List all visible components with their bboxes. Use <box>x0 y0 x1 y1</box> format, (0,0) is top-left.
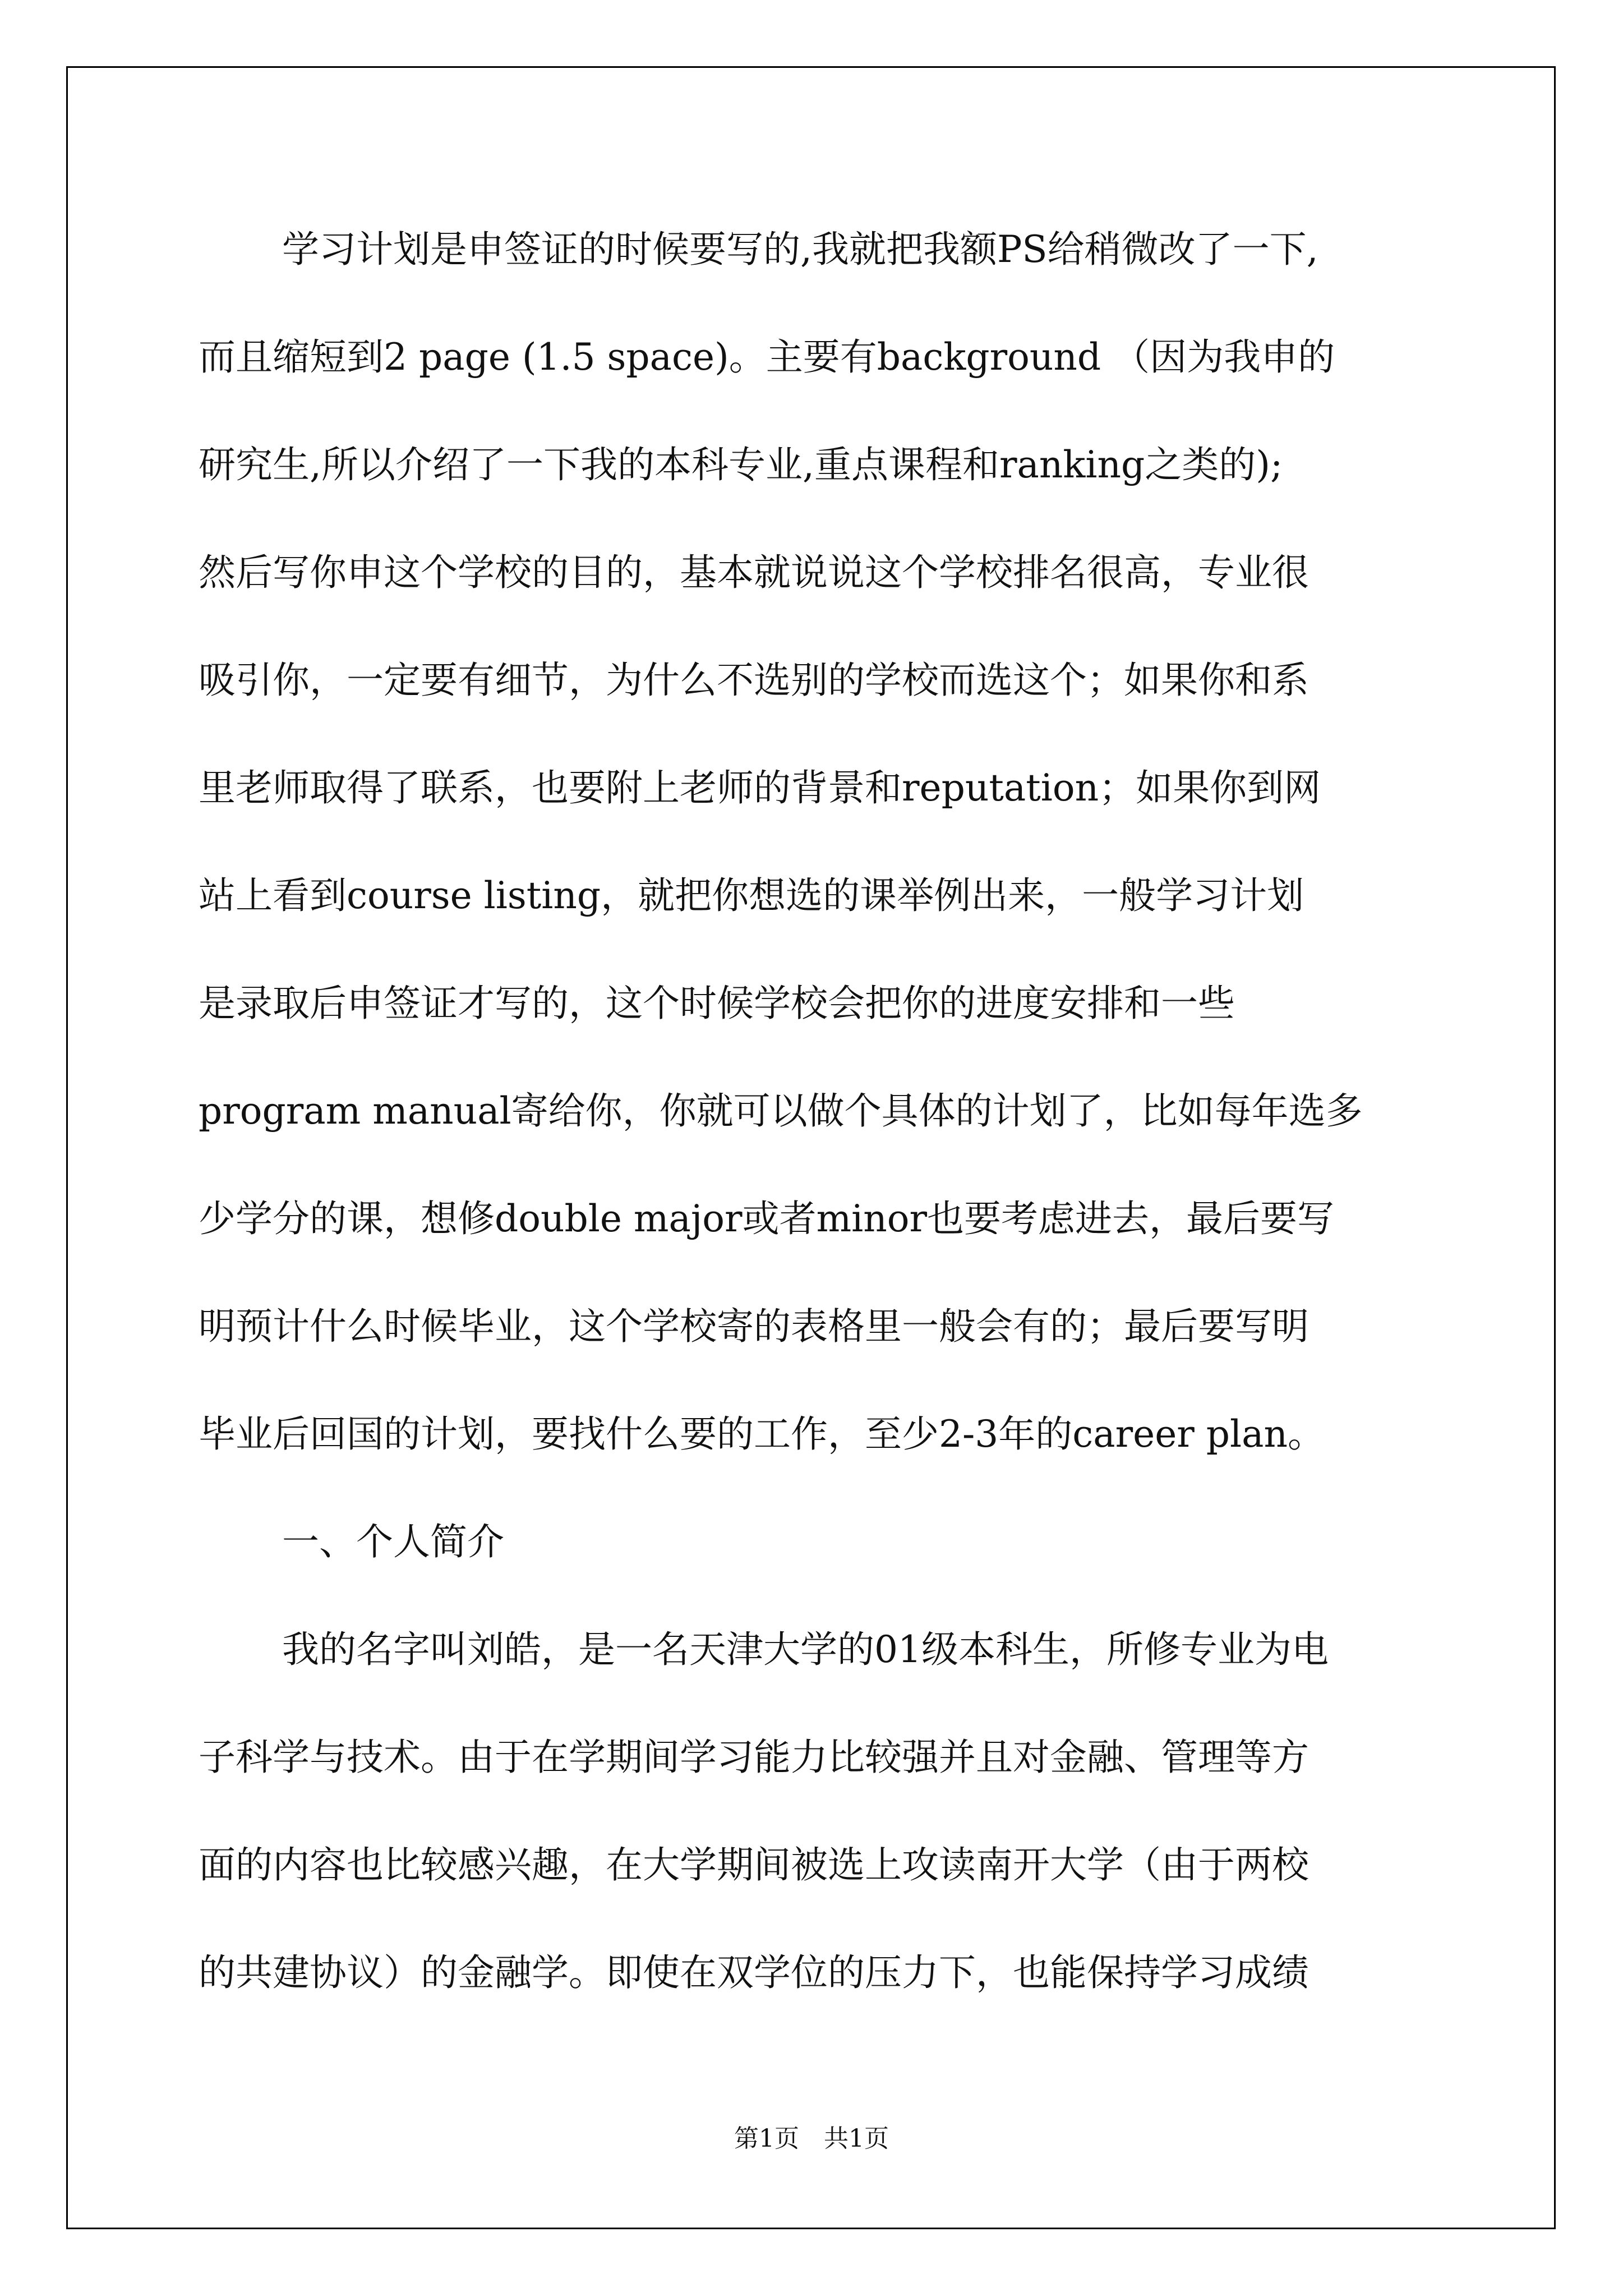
page-border <box>66 66 1556 2229</box>
paragraph-line: 研究生,所以介绍了一下我的本科专业,重点课程和ranking之类的); <box>199 443 1283 486</box>
paragraph-line: 子科学与技术。由于在学期间学习能力比较强并且对金融、管理等方 <box>199 1736 1309 1779</box>
paragraph-line: 然后写你申这个学校的目的，基本就说说这个学校排名很高，专业很 <box>199 551 1309 594</box>
page-footer: 第1页 共1页 <box>734 2124 889 2153</box>
paragraph-line: 站上看到course listing，就把你想选的课举例出来，一般学习计划 <box>199 874 1304 917</box>
paragraph-line: 的共建协议）的金融学。即使在双学位的压力下，也能保持学习成绩 <box>199 1951 1309 1994</box>
paragraph-line: 学习计划是申签证的时候要写的,我就把我额PS给稍微改了一下, <box>282 228 1318 271</box>
paragraph-line: 毕业后回国的计划，要找什么要的工作，至少2-3年的career plan。 <box>199 1412 1325 1456</box>
paragraph-line: 而且缩短到2 page (1.5 space)。主要有background （因为我申的 <box>199 335 1335 379</box>
paragraph-line: program manual寄给你，你就可以做个具体的计划了，比如每年选多 <box>199 1089 1363 1133</box>
paragraph-line: 少学分的课，想修double major或者minor也要考虑进去，最后要写 <box>199 1197 1335 1240</box>
paragraph-line: 里老师取得了联系，也要附上老师的背景和reputation；如果你到网 <box>199 766 1321 809</box>
paragraph-line: 我的名字叫刘皓，是一名天津大学的01级本科生，所修专业为电 <box>282 1628 1329 1671</box>
section-heading: 一、个人简介 <box>282 1520 504 1563</box>
paragraph-line: 明预计什么时候毕业，这个学校寄的表格里一般会有的；最后要写明 <box>199 1305 1309 1348</box>
paragraph-line: 是录取后申签证才写的，这个时候学校会把你的进度安排和一些 <box>199 982 1235 1025</box>
paragraph-line: 面的内容也比较感兴趣，在大学期间被选上攻读南开大学（由于两校 <box>199 1843 1309 1887</box>
paragraph-line: 吸引你，一定要有细节，为什么不选别的学校而选这个；如果你和系 <box>199 659 1309 702</box>
